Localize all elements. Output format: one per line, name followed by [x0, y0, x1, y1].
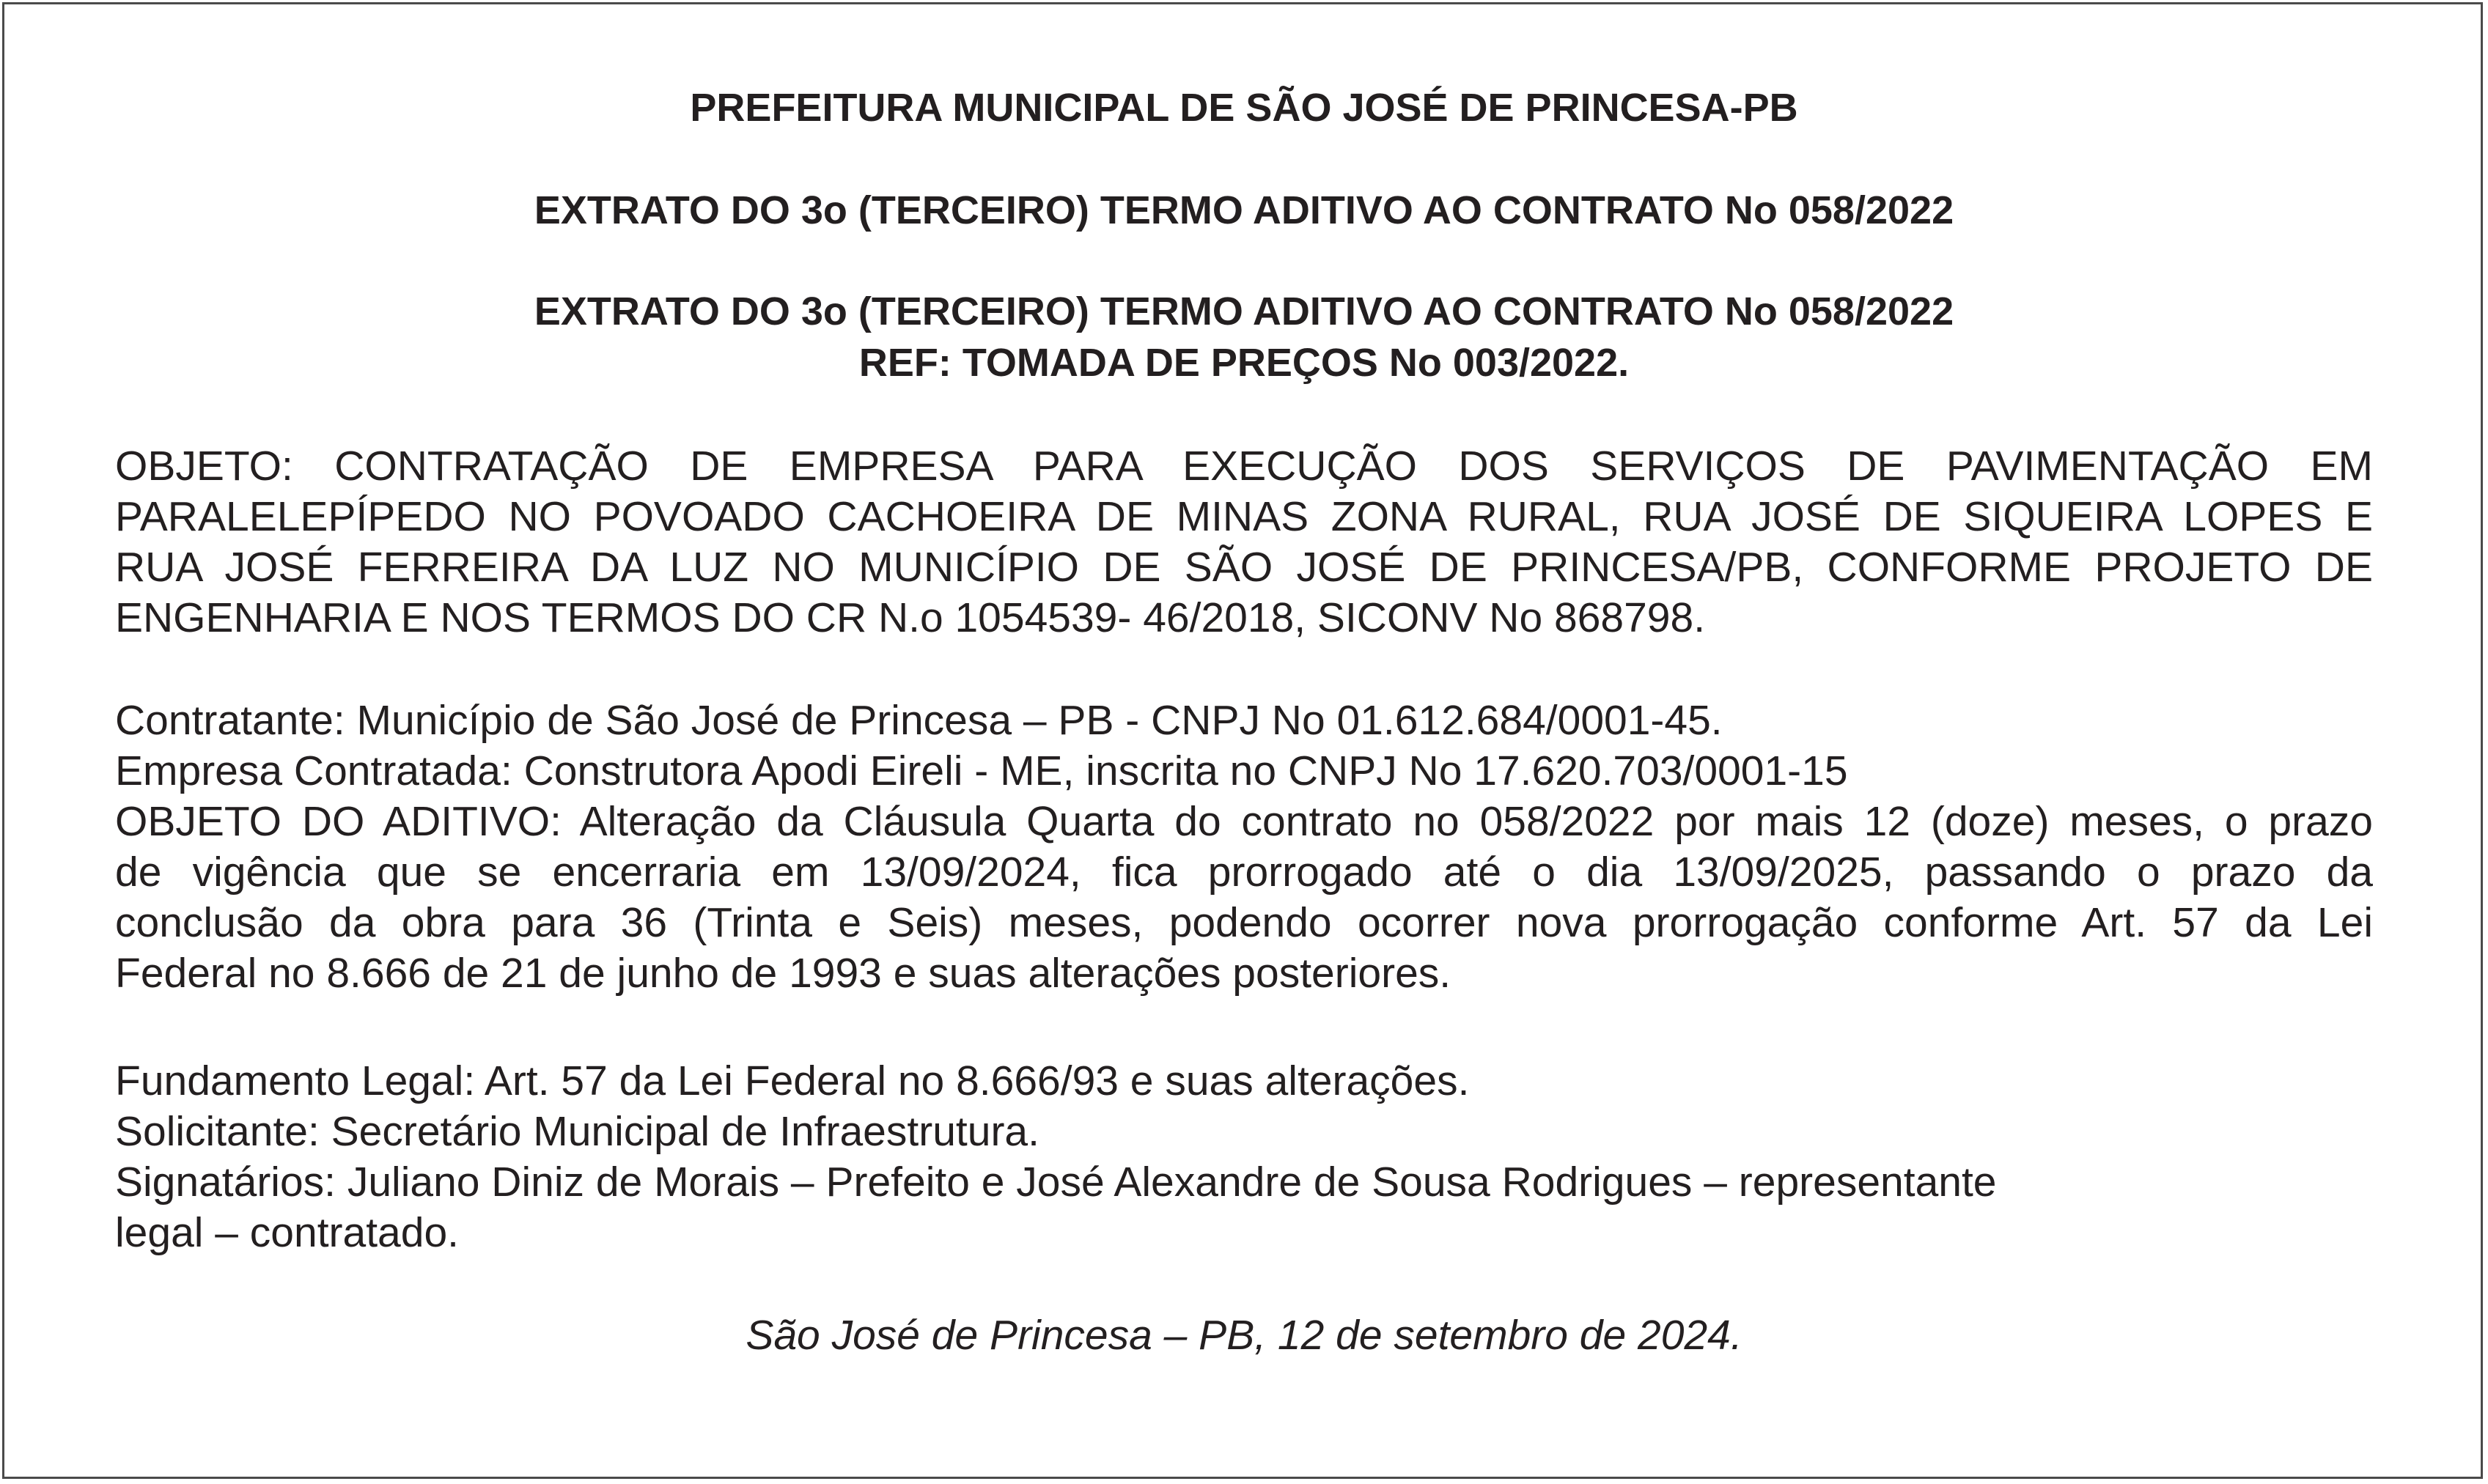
extrato-heading: EXTRATO DO 3o (TERCEIRO) TERMO ADITIVO AO CONTRATO No 058/2022 [534, 188, 1954, 232]
objeto-line: OBJETO: CONTRATAÇÃO DE EMPRESA PARA EXECUÇÃO DOS SERVIÇOS DE PAVIMENTAÇÃO EM [115, 443, 2373, 490]
objeto-line: ENGENHARIA E NOS TERMOS DO CR N.o 1054539- 46/2018, SICONV No 868798. [115, 594, 1706, 641]
aditivo-line: de vigência que se encerraria em 13/09/2024, fica prorrogado até o dia 13/09/2025, passando o prazo da [115, 849, 2373, 896]
extrato-block [115, 286, 2373, 388]
partes-section [115, 695, 2373, 999]
place-date: São José de Princesa – PB, 12 de setembro de 2024. [746, 1312, 1742, 1359]
objeto-line: PARALELEPÍPEDO NO POVOADO CACHOEIRA DE MINAS ZONA RURAL, RUA JOSÉ DE SIQUEIRA LOPES E [115, 493, 2373, 540]
extrato-repeat: EXTRATO DO 3o (TERCEIRO) TERMO ADITIVO AO CONTRATO No 058/2022 [534, 289, 1954, 333]
aditivo-line: OBJETO DO ADITIVO: Alteração da Cláusula Quarta do contrato no 058/2022 por mais 12 (doze) meses, o prazo [115, 798, 2373, 845]
contratada-line: Empresa Contratada: Construtora Apodi Eireli - ME, inscrita no CNPJ No 17.620.703/0001-15 [115, 747, 1848, 794]
objeto-line: RUA JOSÉ FERREIRA DA LUZ NO MUNICÍPIO DE SÃO JOSÉ DE PRINCESA/PB, CONFORME PROJETO DE [115, 544, 2373, 591]
prefeitura-title: PREFEITURA MUNICIPAL DE SÃO JOSÉ DE PRINCESA-PB [690, 86, 1798, 130]
aditivo-line: Federal no 8.666 de 21 de junho de 1993 e suas alterações posteriores. [115, 950, 1451, 997]
signatarios-line: Signatários: Juliano Diniz de Morais – Prefeito e José Alexandre de Sousa Rodrigues – representante [115, 1159, 1997, 1206]
contratante-line: Contratante: Município de São José de Princesa – PB - CNPJ No 01.612.684/0001-45. [115, 697, 1723, 744]
fundamento-legal-line: Fundamento Legal: Art. 57 da Lei Federal no 8.666/93 e suas alterações. [115, 1057, 1470, 1104]
ref-tomada-precos: REF: TOMADA DE PREÇOS No 003/2022. [858, 341, 1630, 385]
aditivo-line: conclusão da obra para 36 (Trinta e Seis) meses, podendo ocorrer nova prorrogação conforme Art. 57 da Lei [115, 899, 2373, 946]
solicitante-line: Solicitante: Secretário Municipal de Infraestrutura. [115, 1108, 1039, 1155]
fundamento-section [115, 1056, 2373, 1258]
signatarios-line-continued: legal – contratado. [115, 1209, 459, 1256]
objeto-paragraph [115, 441, 2373, 643]
